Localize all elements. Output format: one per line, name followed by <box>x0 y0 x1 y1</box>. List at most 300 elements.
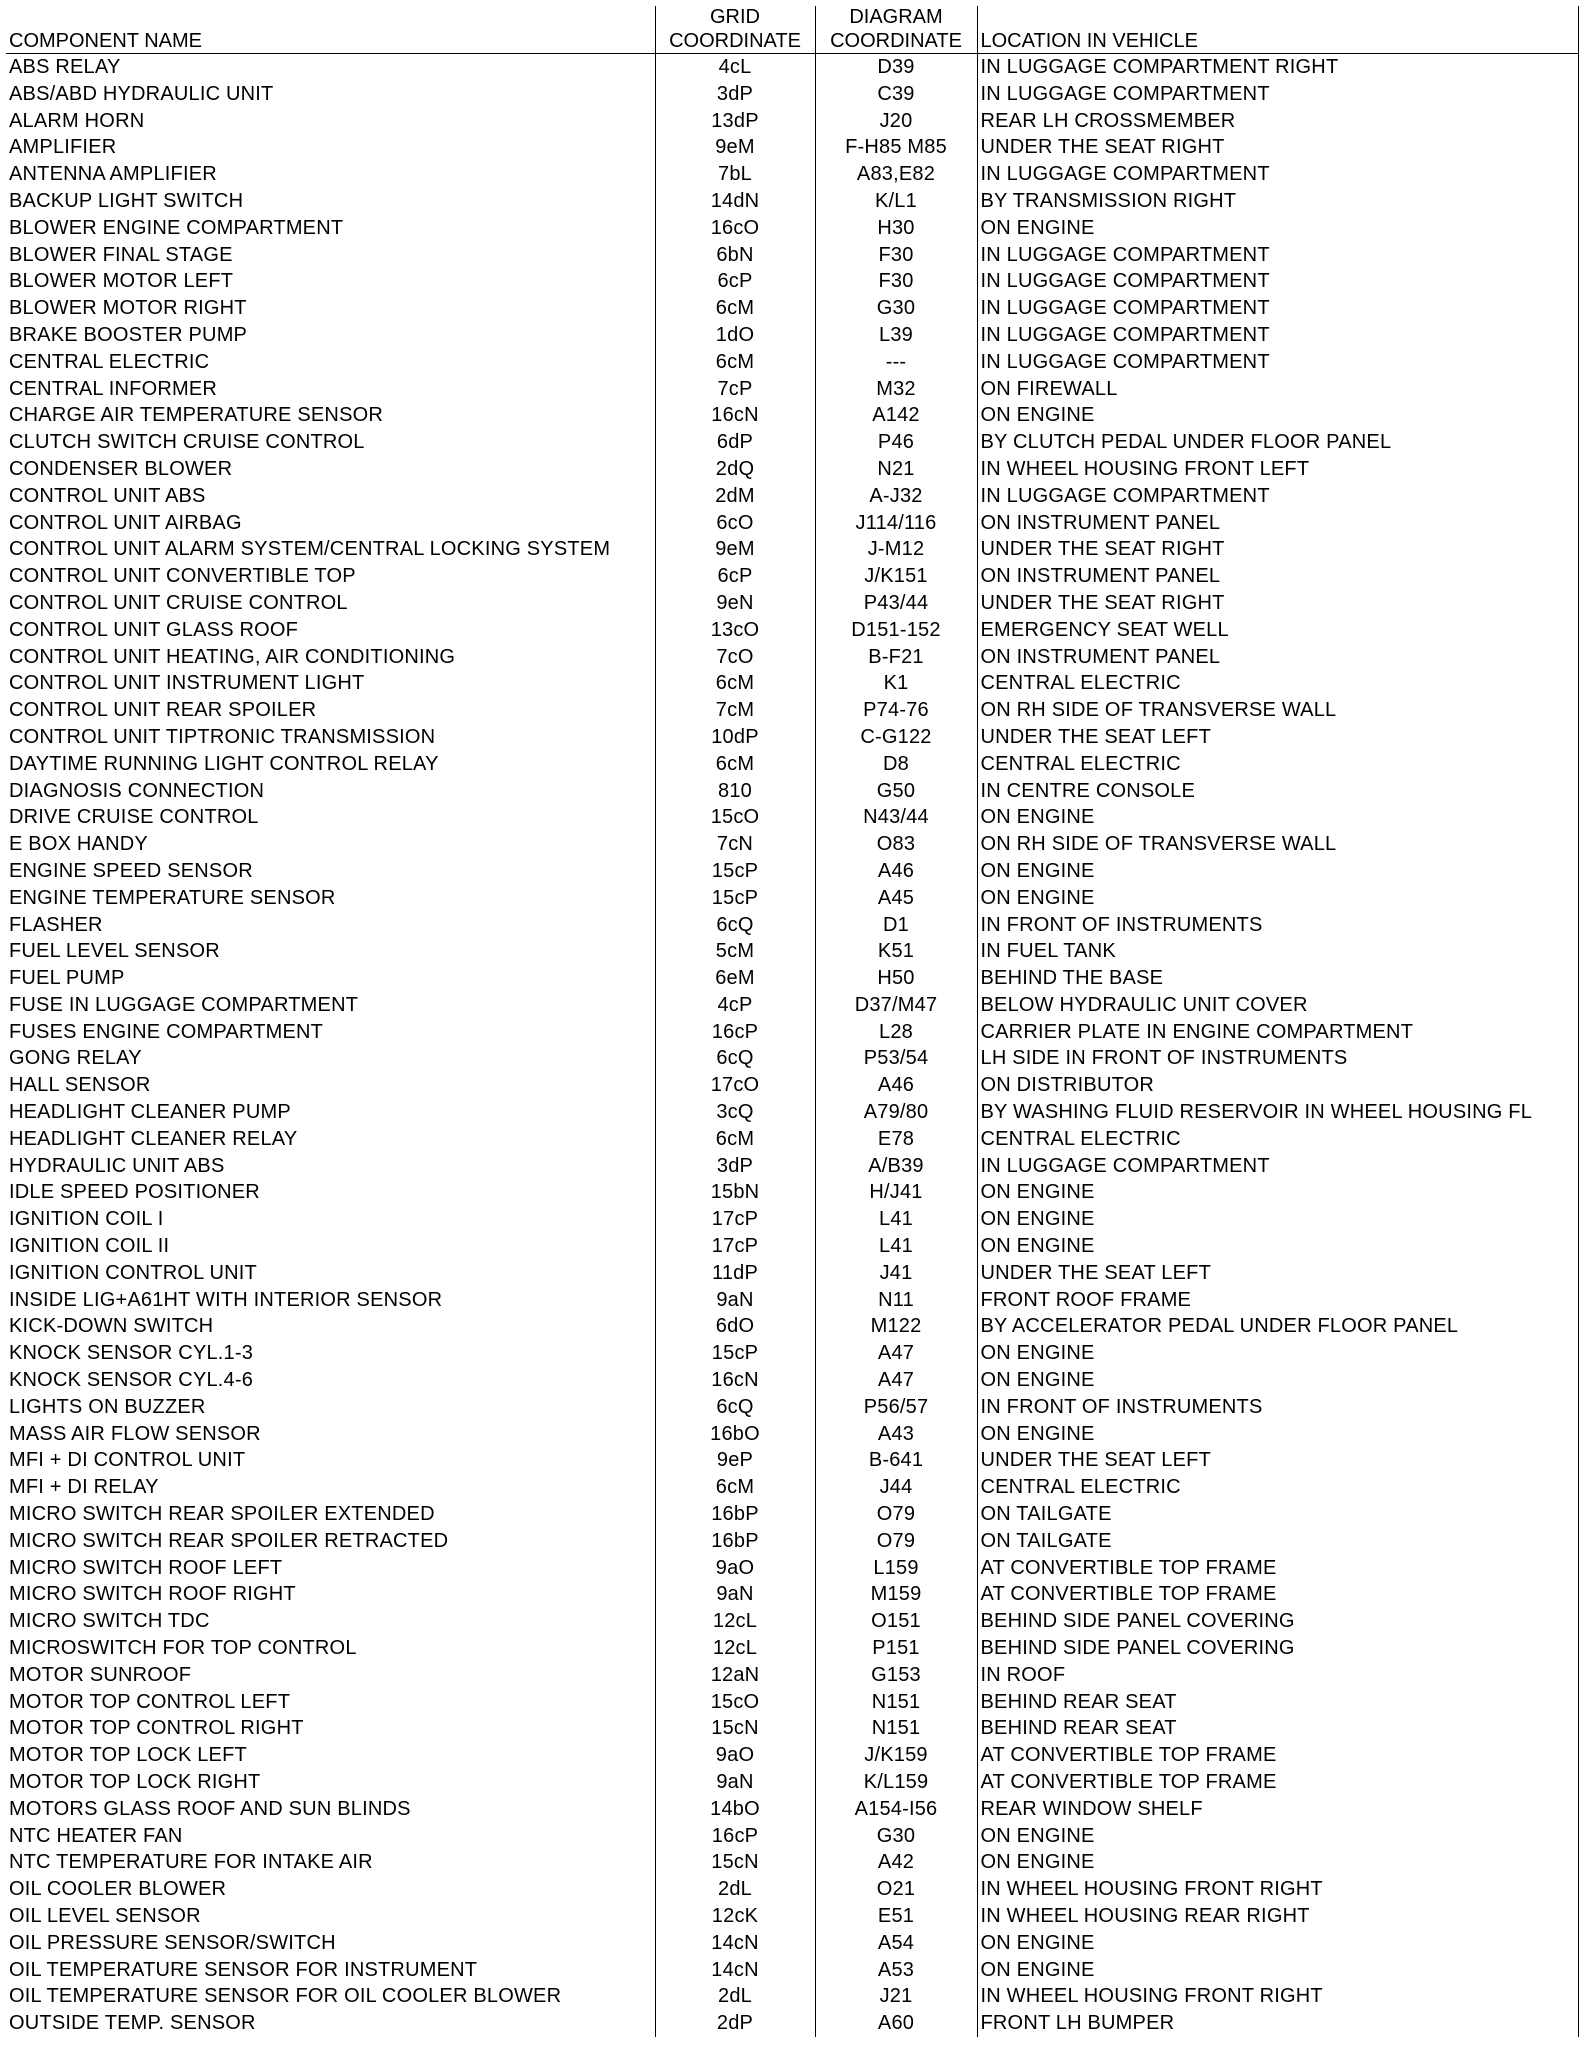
table-row <box>6 429 1578 456</box>
grid-coordinate-cell: 16cN <box>655 1367 815 1394</box>
location-cell: BEHIND REAR SEAT <box>977 1689 1578 1716</box>
grid-coordinate-cell: 17cO <box>655 1072 815 1099</box>
table-row <box>6 1179 1578 1206</box>
table-row <box>6 778 1578 805</box>
table-row <box>6 1233 1578 1260</box>
location-cell: BEHIND SIDE PANEL COVERING <box>977 1635 1578 1662</box>
component-name-cell: DIAGNOSIS CONNECTION <box>9 779 265 802</box>
table-row <box>6 1126 1578 1153</box>
diagram-coordinate-cell: J44 <box>815 1474 977 1501</box>
table-row <box>6 590 1578 617</box>
component-name-cell: CHARGE AIR TEMPERATURE SENSOR <box>9 404 384 427</box>
table-row <box>6 1367 1578 1394</box>
grid-coordinate-cell: 9aN <box>655 1581 815 1608</box>
diagram-coordinate-cell: G153 <box>815 1662 977 1689</box>
component-name-cell: CONTROL UNIT REAR SPOILER <box>9 699 317 722</box>
component-name-cell: CONTROL UNIT CRUISE CONTROL <box>9 591 348 614</box>
component-name-cell: GONG RELAY <box>9 1047 142 1070</box>
diagram-coordinate-cell: C-G122 <box>815 724 977 751</box>
grid-coordinate-cell: 6eM <box>655 965 815 992</box>
diagram-coordinate-cell: J41 <box>815 1260 977 1287</box>
component-name-cell: HEADLIGHT CLEANER PUMP <box>9 1101 291 1124</box>
table-row <box>6 1742 1578 1769</box>
table-row <box>6 1206 1578 1233</box>
table-row <box>6 1501 1578 1528</box>
grid-coordinate-cell: 15cP <box>655 858 815 885</box>
location-cell: IN LUGGAGE COMPARTMENT <box>977 81 1578 108</box>
grid-coordinate-cell: 3cQ <box>655 1099 815 1126</box>
diagram-coordinate-cell: B-641 <box>815 1447 977 1474</box>
location-cell: AT CONVERTIBLE TOP FRAME <box>977 1769 1578 1796</box>
table-body <box>6 54 1578 2037</box>
component-name-cell: HYDRAULIC UNIT ABS <box>9 1154 225 1177</box>
table-row <box>6 376 1578 403</box>
grid-coordinate-cell: 7bL <box>655 161 815 188</box>
location-cell: CENTRAL ELECTRIC <box>977 751 1578 778</box>
table-row <box>6 1394 1578 1421</box>
component-name-cell: OIL PRESSURE SENSOR/SWITCH <box>9 1931 336 1954</box>
diagram-coordinate-cell: D37/M47 <box>815 992 977 1019</box>
diagram-coordinate-cell: O151 <box>815 1608 977 1635</box>
component-name-cell: BRAKE BOOSTER PUMP <box>9 323 248 346</box>
grid-coordinate-cell: 16cP <box>655 1823 815 1850</box>
location-cell: ON ENGINE <box>977 885 1578 912</box>
location-cell: ON RH SIDE OF TRANSVERSE WALL <box>977 697 1578 724</box>
table-row <box>6 1474 1578 1501</box>
grid-coordinate-cell: 15cO <box>655 1689 815 1716</box>
table-row <box>6 670 1578 697</box>
component-name-cell: OIL LEVEL SENSOR <box>9 1904 201 1927</box>
location-cell: AT CONVERTIBLE TOP FRAME <box>977 1581 1578 1608</box>
diagram-coordinate-cell: N21 <box>815 456 977 483</box>
component-name-cell: MICRO SWITCH REAR SPOILER EXTENDED <box>9 1503 435 1526</box>
grid-coordinate-cell: 16bO <box>655 1421 815 1448</box>
grid-coordinate-cell: 9aN <box>655 1287 815 1314</box>
location-cell: EMERGENCY SEAT WELL <box>977 617 1578 644</box>
location-cell: ON TAILGATE <box>977 1501 1578 1528</box>
diagram-coordinate-cell: P56/57 <box>815 1394 977 1421</box>
table-row <box>6 456 1578 483</box>
table-row <box>6 912 1578 939</box>
table-row <box>6 1153 1578 1180</box>
table-row <box>6 1528 1578 1555</box>
table-row <box>6 483 1578 510</box>
grid-coordinate-cell: 14dN <box>655 188 815 215</box>
grid-coordinate-cell: 15cN <box>655 1849 815 1876</box>
component-name-cell: ANTENNA AMPLIFIER <box>9 163 217 186</box>
location-cell: CENTRAL ELECTRIC <box>977 1126 1578 1153</box>
location-cell: IN FRONT OF INSTRUMENTS <box>977 1394 1578 1421</box>
grid-coordinate-cell: 3dP <box>655 1153 815 1180</box>
table-row <box>6 724 1578 751</box>
diagram-coordinate-cell: N11 <box>815 1287 977 1314</box>
component-name-cell: BACKUP LIGHT SWITCH <box>9 189 244 212</box>
component-name-cell: FUEL LEVEL SENSOR <box>9 940 220 963</box>
component-name-cell: MOTOR TOP CONTROL LEFT <box>9 1690 291 1713</box>
location-cell: IN LUGGAGE COMPARTMENT <box>977 161 1578 188</box>
grid-coordinate-cell: 9eM <box>655 536 815 563</box>
table-row <box>6 1635 1578 1662</box>
diagram-coordinate-cell: P151 <box>815 1635 977 1662</box>
table-row <box>6 563 1578 590</box>
diagram-coordinate-cell: A42 <box>815 1849 977 1876</box>
component-name-cell: FUSES ENGINE COMPARTMENT <box>9 1020 324 1043</box>
diagram-coordinate-cell: O79 <box>815 1528 977 1555</box>
diagram-coordinate-cell: A47 <box>815 1367 977 1394</box>
diagram-coordinate-cell: L159 <box>815 1555 977 1582</box>
component-name-cell: KNOCK SENSOR CYL.4-6 <box>9 1369 254 1392</box>
diagram-coordinate-cell: L39 <box>815 322 977 349</box>
diagram-coordinate-cell: G30 <box>815 1823 977 1850</box>
grid-coordinate-cell: 5cM <box>655 938 815 965</box>
header-grid-coordinate: GRID COORDINATE <box>655 6 815 54</box>
location-cell: FRONT ROOF FRAME <box>977 1287 1578 1314</box>
component-name-cell: E BOX HANDY <box>9 833 148 856</box>
diagram-coordinate-cell: A54 <box>815 1930 977 1957</box>
diagram-coordinate-cell: A46 <box>815 858 977 885</box>
table-row <box>6 1662 1578 1689</box>
component-name-cell: IDLE SPEED POSITIONER <box>9 1181 260 1204</box>
location-cell: ON INSTRUMENT PANEL <box>977 644 1578 671</box>
component-name-cell: ALARM HORN <box>9 109 145 132</box>
diagram-coordinate-cell: A43 <box>815 1421 977 1448</box>
diagram-coordinate-cell: E51 <box>815 1903 977 1930</box>
grid-coordinate-cell: 9eM <box>655 134 815 161</box>
grid-coordinate-cell: 17cP <box>655 1233 815 1260</box>
table-row <box>6 1823 1578 1850</box>
diagram-coordinate-cell: J/K159 <box>815 1742 977 1769</box>
table-row <box>6 1903 1578 1930</box>
location-cell: IN LUGGAGE COMPARTMENT <box>977 268 1578 295</box>
table-row <box>6 268 1578 295</box>
table-row <box>6 1769 1578 1796</box>
grid-coordinate-cell: 6dO <box>655 1313 815 1340</box>
location-cell: ON ENGINE <box>977 1233 1578 1260</box>
component-name-cell: MASS AIR FLOW SENSOR <box>9 1422 261 1445</box>
grid-coordinate-cell: 16cO <box>655 215 815 242</box>
table-row <box>6 885 1578 912</box>
grid-coordinate-cell: 6cM <box>655 295 815 322</box>
location-cell: BY WASHING FLUID RESERVOIR IN WHEEL HOUSING FL <box>977 1099 1578 1126</box>
diagram-coordinate-cell: O83 <box>815 831 977 858</box>
grid-coordinate-cell: 7cM <box>655 697 815 724</box>
grid-coordinate-cell: 17cP <box>655 1206 815 1233</box>
location-cell: BY CLUTCH PEDAL UNDER FLOOR PANEL <box>977 429 1578 456</box>
diagram-coordinate-cell: M122 <box>815 1313 977 1340</box>
diagram-coordinate-cell: A60 <box>815 2010 977 2037</box>
component-name-cell: HALL SENSOR <box>9 1074 151 1097</box>
grid-coordinate-cell: 2dP <box>655 2010 815 2037</box>
table-row <box>6 1447 1578 1474</box>
location-cell: IN ROOF <box>977 1662 1578 1689</box>
component-name-cell: MICROSWITCH FOR TOP CONTROL <box>9 1637 357 1660</box>
diagram-coordinate-cell: C39 <box>815 81 977 108</box>
grid-coordinate-cell: 14bO <box>655 1796 815 1823</box>
table-row <box>6 965 1578 992</box>
grid-coordinate-cell: 6cP <box>655 563 815 590</box>
table-row <box>6 1930 1578 1957</box>
location-cell: UNDER THE SEAT LEFT <box>977 1447 1578 1474</box>
diagram-coordinate-cell: F30 <box>815 268 977 295</box>
diagram-coordinate-cell: P46 <box>815 429 977 456</box>
location-cell: ON ENGINE <box>977 1421 1578 1448</box>
component-name-cell: FUSE IN LUGGAGE COMPARTMENT <box>9 993 359 1016</box>
component-name-cell: DAYTIME RUNNING LIGHT CONTROL RELAY <box>9 752 439 775</box>
table-row <box>6 54 1578 81</box>
component-name-cell: CONDENSER BLOWER <box>9 457 233 480</box>
diagram-coordinate-cell: D151-152 <box>815 617 977 644</box>
location-cell: IN FUEL TANK <box>977 938 1578 965</box>
grid-coordinate-cell: 3dP <box>655 81 815 108</box>
location-cell: REAR LH CROSSMEMBER <box>977 108 1578 135</box>
diagram-coordinate-cell: N43/44 <box>815 804 977 831</box>
grid-coordinate-cell: 12aN <box>655 1662 815 1689</box>
component-name-cell: BLOWER FINAL STAGE <box>9 243 233 266</box>
table-row <box>6 1019 1578 1046</box>
grid-coordinate-cell: 16bP <box>655 1501 815 1528</box>
table-row <box>6 617 1578 644</box>
location-cell: IN WHEEL HOUSING FRONT RIGHT <box>977 1983 1578 2010</box>
component-name-cell: FLASHER <box>9 913 103 936</box>
location-cell: IN WHEEL HOUSING FRONT RIGHT <box>977 1876 1578 1903</box>
grid-coordinate-cell: 6cO <box>655 510 815 537</box>
table-row <box>6 1260 1578 1287</box>
location-cell: UNDER THE SEAT RIGHT <box>977 590 1578 617</box>
location-cell: CENTRAL ELECTRIC <box>977 670 1578 697</box>
component-name-cell: MICRO SWITCH TDC <box>9 1610 210 1633</box>
diagram-coordinate-cell: P43/44 <box>815 590 977 617</box>
location-cell: BEHIND THE BASE <box>977 965 1578 992</box>
location-cell: BEHIND REAR SEAT <box>977 1715 1578 1742</box>
location-cell: ON ENGINE <box>977 215 1578 242</box>
table-row <box>6 1313 1578 1340</box>
component-name-cell: MOTORS GLASS ROOF AND SUN BLINDS <box>9 1797 411 1820</box>
grid-coordinate-cell: 810 <box>655 778 815 805</box>
location-cell: UNDER THE SEAT LEFT <box>977 1260 1578 1287</box>
component-table <box>6 6 1579 2037</box>
table-row <box>6 1340 1578 1367</box>
grid-coordinate-cell: 7cN <box>655 831 815 858</box>
diagram-coordinate-cell: D39 <box>815 54 977 81</box>
component-name-cell: LIGHTS ON BUZZER <box>9 1395 206 1418</box>
table-row <box>6 322 1578 349</box>
grid-coordinate-cell: 14cN <box>655 1930 815 1957</box>
component-name-cell: MICRO SWITCH REAR SPOILER RETRACTED <box>9 1529 449 1552</box>
grid-coordinate-cell: 16cN <box>655 402 815 429</box>
component-name-cell: CONTROL UNIT CONVERTIBLE TOP <box>9 565 356 588</box>
location-cell: IN WHEEL HOUSING REAR RIGHT <box>977 1903 1578 1930</box>
diagram-coordinate-cell: A-J32 <box>815 483 977 510</box>
location-cell: ON ENGINE <box>977 1823 1578 1850</box>
location-cell: ON ENGINE <box>977 858 1578 885</box>
grid-coordinate-cell: 6cM <box>655 751 815 778</box>
location-cell: IN WHEEL HOUSING FRONT LEFT <box>977 456 1578 483</box>
diagram-coordinate-cell: L41 <box>815 1206 977 1233</box>
table-row <box>6 81 1578 108</box>
diagram-coordinate-cell: D1 <box>815 912 977 939</box>
component-name-cell: MOTOR TOP LOCK RIGHT <box>9 1771 261 1793</box>
diagram-coordinate-cell: N151 <box>815 1689 977 1716</box>
grid-coordinate-cell: 15cO <box>655 804 815 831</box>
diagram-coordinate-cell: A79/80 <box>815 1099 977 1126</box>
diagram-coordinate-cell: A53 <box>815 1957 977 1984</box>
component-name-cell: MOTOR SUNROOF <box>9 1663 192 1686</box>
location-cell: ON ENGINE <box>977 1340 1578 1367</box>
location-cell: ON ENGINE <box>977 1930 1578 1957</box>
component-name-cell: ENGINE SPEED SENSOR <box>9 859 253 882</box>
component-name-cell: CONTROL UNIT AIRBAG <box>9 511 242 534</box>
location-cell: CENTRAL ELECTRIC <box>977 1474 1578 1501</box>
component-name-cell: MOTOR TOP LOCK LEFT <box>9 1744 247 1767</box>
grid-coordinate-cell: 9aO <box>655 1555 815 1582</box>
component-name-cell: CLUTCH SWITCH CRUISE CONTROL <box>9 431 365 454</box>
diagram-coordinate-cell: F30 <box>815 242 977 269</box>
table-row <box>6 1608 1578 1635</box>
table-row <box>6 1072 1578 1099</box>
component-name-cell: INSIDE LIG+A61HT WITH INTERIOR SENSOR <box>9 1288 443 1311</box>
table-row <box>6 1689 1578 1716</box>
component-name-cell: CENTRAL ELECTRIC <box>9 350 210 373</box>
grid-coordinate-cell: 6cM <box>655 349 815 376</box>
grid-coordinate-cell: 6cQ <box>655 1045 815 1072</box>
grid-coordinate-cell: 9aN <box>655 1769 815 1796</box>
location-cell: FRONT LH BUMPER <box>977 2010 1578 2037</box>
table-row <box>6 938 1578 965</box>
table-row <box>6 1796 1578 1823</box>
table-row <box>6 1849 1578 1876</box>
grid-coordinate-cell: 10dP <box>655 724 815 751</box>
location-cell: AT CONVERTIBLE TOP FRAME <box>977 1555 1578 1582</box>
grid-coordinate-cell: 9eN <box>655 590 815 617</box>
diagram-coordinate-cell: K1 <box>815 670 977 697</box>
diagram-coordinate-cell: J114/116 <box>815 510 977 537</box>
diagram-coordinate-cell: P53/54 <box>815 1045 977 1072</box>
grid-coordinate-cell: 1dO <box>655 322 815 349</box>
location-cell: IN LUGGAGE COMPARTMENT <box>977 322 1578 349</box>
table-row <box>6 751 1578 778</box>
diagram-coordinate-cell: H/J41 <box>815 1179 977 1206</box>
grid-coordinate-cell: 13dP <box>655 108 815 135</box>
diagram-coordinate-cell: --- <box>815 349 977 376</box>
grid-coordinate-cell: 2dM <box>655 483 815 510</box>
table-row <box>6 1421 1578 1448</box>
component-name-cell: CONTROL UNIT GLASS ROOF <box>9 618 299 641</box>
component-name-cell: KNOCK SENSOR CYL.1-3 <box>9 1342 254 1365</box>
diagram-coordinate-cell: A47 <box>815 1340 977 1367</box>
component-name-cell: MOTOR TOP CONTROL RIGHT <box>9 1717 304 1740</box>
grid-coordinate-cell: 9eP <box>655 1447 815 1474</box>
location-cell: IN FRONT OF INSTRUMENTS <box>977 912 1578 939</box>
diagram-coordinate-cell: M32 <box>815 376 977 403</box>
component-name-cell: MICRO SWITCH ROOF LEFT <box>9 1556 283 1579</box>
component-name-cell: BLOWER MOTOR LEFT <box>9 270 234 293</box>
diagram-coordinate-cell: J20 <box>815 108 977 135</box>
diagram-coordinate-cell: H50 <box>815 965 977 992</box>
component-name-cell: KICK-DOWN SWITCH <box>9 1315 214 1338</box>
table-row <box>6 858 1578 885</box>
table-row <box>6 108 1578 135</box>
grid-coordinate-cell: 6cQ <box>655 912 815 939</box>
diagram-coordinate-cell: K51 <box>815 938 977 965</box>
location-cell: ON ENGINE <box>977 402 1578 429</box>
grid-coordinate-cell: 7cO <box>655 644 815 671</box>
component-name-cell: MFI + DI CONTROL UNIT <box>9 1449 246 1472</box>
location-cell: ON ENGINE <box>977 1206 1578 1233</box>
grid-coordinate-cell: 13cO <box>655 617 815 644</box>
table-row <box>6 1957 1578 1984</box>
grid-coordinate-cell: 15cN <box>655 1715 815 1742</box>
table-row <box>6 644 1578 671</box>
diagram-coordinate-cell: O79 <box>815 1501 977 1528</box>
component-name-cell: MFI + DI RELAY <box>9 1476 159 1499</box>
component-name-cell: OIL TEMPERATURE SENSOR FOR OIL COOLER BLOWER <box>9 1985 562 2008</box>
diagram-coordinate-cell: P74-76 <box>815 697 977 724</box>
location-cell: AT CONVERTIBLE TOP FRAME <box>977 1742 1578 1769</box>
location-cell: UNDER THE SEAT RIGHT <box>977 536 1578 563</box>
diagram-coordinate-cell: F-H85 M85 <box>815 134 977 161</box>
component-name-cell: HEADLIGHT CLEANER RELAY <box>9 1127 298 1150</box>
location-cell: UNDER THE SEAT RIGHT <box>977 134 1578 161</box>
location-cell: ON ENGINE <box>977 804 1578 831</box>
location-cell: ON RH SIDE OF TRANSVERSE WALL <box>977 831 1578 858</box>
table-row <box>6 1581 1578 1608</box>
grid-coordinate-cell: 4cL <box>655 54 815 81</box>
grid-coordinate-cell: 2dQ <box>655 456 815 483</box>
table-row <box>6 1287 1578 1314</box>
grid-coordinate-cell: 2dL <box>655 1983 815 2010</box>
diagram-coordinate-cell: J21 <box>815 1983 977 2010</box>
component-name-cell: CONTROL UNIT ABS <box>9 484 206 507</box>
grid-coordinate-cell: 12cL <box>655 1635 815 1662</box>
table-row <box>6 188 1578 215</box>
diagram-coordinate-cell: K/L159 <box>815 1769 977 1796</box>
diagram-coordinate-cell: B-F21 <box>815 644 977 671</box>
component-name-cell: BLOWER MOTOR RIGHT <box>9 297 247 320</box>
diagram-coordinate-cell: G30 <box>815 295 977 322</box>
component-name-cell: OIL TEMPERATURE SENSOR FOR INSTRUMENT <box>9 1958 478 1981</box>
diagram-coordinate-cell: O21 <box>815 1876 977 1903</box>
component-name-cell: OUTSIDE TEMP. SENSOR <box>9 2012 256 2035</box>
component-name-cell: FUEL PUMP <box>9 967 125 990</box>
component-name-cell: NTC HEATER FAN <box>9 1824 183 1847</box>
location-cell: IN LUGGAGE COMPARTMENT <box>977 1153 1578 1180</box>
diagram-coordinate-cell: M159 <box>815 1581 977 1608</box>
component-name-cell: ENGINE TEMPERATURE SENSOR <box>9 886 336 909</box>
grid-coordinate-cell: 16cP <box>655 1019 815 1046</box>
table-row <box>6 510 1578 537</box>
table-row <box>6 215 1578 242</box>
location-cell: CARRIER PLATE IN ENGINE COMPARTMENT <box>977 1019 1578 1046</box>
diagram-coordinate-cell: G50 <box>815 778 977 805</box>
location-cell: BELOW HYDRAULIC UNIT COVER <box>977 992 1578 1019</box>
diagram-coordinate-cell: A154-I56 <box>815 1796 977 1823</box>
diagram-coordinate-cell: E78 <box>815 1126 977 1153</box>
diagram-coordinate-cell: L41 <box>815 1233 977 1260</box>
table-row <box>6 1555 1578 1582</box>
component-name-cell: CONTROL UNIT ALARM SYSTEM/CENTRAL LOCKING SYSTEM <box>9 538 611 561</box>
grid-coordinate-cell: 2dL <box>655 1876 815 1903</box>
location-cell: IN LUGGAGE COMPARTMENT <box>977 242 1578 269</box>
location-cell: UNDER THE SEAT LEFT <box>977 724 1578 751</box>
table-row <box>6 161 1578 188</box>
grid-coordinate-cell: 6cQ <box>655 1394 815 1421</box>
grid-coordinate-cell: 14cN <box>655 1957 815 1984</box>
component-name-cell: CONTROL UNIT INSTRUMENT LIGHT <box>9 672 365 695</box>
table-row <box>6 697 1578 724</box>
table-row <box>6 1715 1578 1742</box>
grid-coordinate-cell: 6cM <box>655 670 815 697</box>
table-header <box>6 6 1578 54</box>
